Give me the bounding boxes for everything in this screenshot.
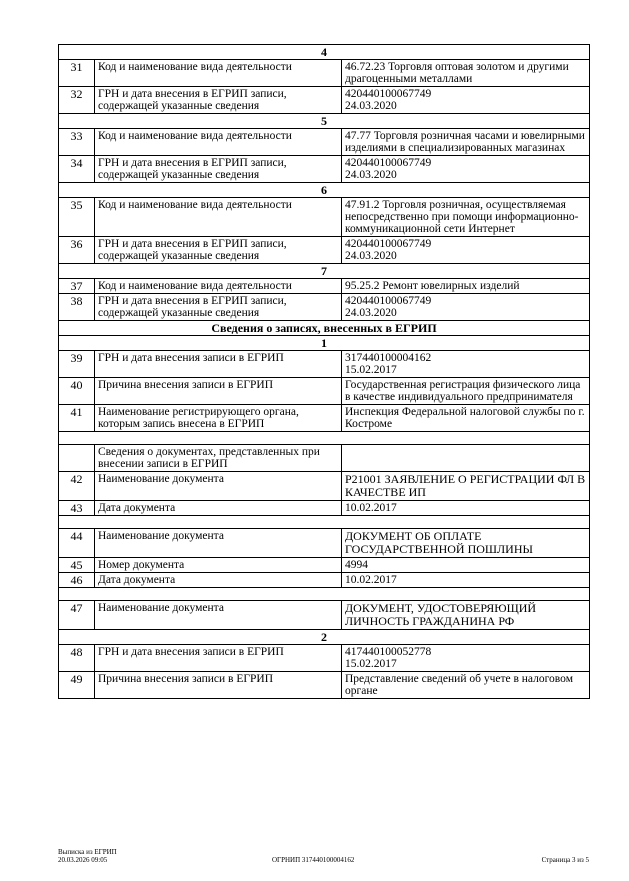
field-value: 4994 [342, 558, 590, 573]
table-row [59, 351, 590, 378]
table-row [59, 672, 590, 699]
field-label: ГРН и дата внесения в ЕГРИП записи, содержащей указанные сведения [95, 237, 342, 264]
table-body [59, 45, 590, 699]
row-number: 36 [59, 237, 95, 264]
section-header: 6 [59, 183, 590, 198]
egrip-extract-table [58, 44, 590, 699]
field-value: Р21001 ЗАЯВЛЕНИЕ О РЕГИСТРАЦИИ ФЛ В КАЧЕСТВЕ ИП [342, 472, 590, 501]
field-value: Инспекция Федеральной налоговой службы по г. Костроме [342, 405, 590, 432]
field-value: 95.25.2 Ремонт ювелирных изделий [342, 279, 590, 294]
section-header: 1 [59, 336, 590, 351]
row-number: 48 [59, 645, 95, 672]
row-number [59, 445, 95, 472]
field-label: Наименование документа [95, 529, 342, 558]
table-row [59, 601, 590, 630]
table-row [59, 529, 590, 558]
row-number: 45 [59, 558, 95, 573]
section-header-row [59, 630, 590, 645]
row-number: 38 [59, 294, 95, 321]
spacer-cell [59, 588, 590, 601]
spacer-row [59, 588, 590, 601]
table-row [59, 198, 590, 237]
field-label: Номер документа [95, 558, 342, 573]
field-value: Государственная регистрация физического лица в качестве индивидуального предпринимателя [342, 378, 590, 405]
field-value: 47.91.2 Торговля розничная, осуществляемая непосредственно при помощи информационно-коммуникационной сети Интернет [342, 198, 590, 237]
field-value: ДОКУМЕНТ, УДОСТОВЕРЯЮЩИЙ ЛИЧНОСТЬ ГРАЖДАНИНА РФ [342, 601, 590, 630]
section-header-row [59, 336, 590, 351]
footer-datetime: 20.03.2026 09:05 [58, 856, 108, 864]
table-row [59, 573, 590, 588]
footer-doc-title: Выписка из ЕГРИП [58, 848, 117, 856]
field-label: Код и наименование вида деятельности [95, 60, 342, 87]
field-label: Сведения о документах, представленных при внесении записи в ЕГРИП [95, 445, 342, 472]
row-number: 47 [59, 601, 95, 630]
row-number: 37 [59, 279, 95, 294]
field-value: Представление сведений об учете в налоговом органе [342, 672, 590, 699]
table-row [59, 645, 590, 672]
page-footer [58, 848, 589, 872]
field-value: 46.72.23 Торговля оптовая золотом и другими драгоценными металлами [342, 60, 590, 87]
field-value: 47.77 Торговля розничная часами и ювелирными изделиями в специализированных магазинах [342, 129, 590, 156]
row-number: 35 [59, 198, 95, 237]
row-number: 31 [59, 60, 95, 87]
row-number: 33 [59, 129, 95, 156]
field-label: Наименование документа [95, 601, 342, 630]
table-row [59, 405, 590, 432]
field-value: 317440100004162 15.02.2017 [342, 351, 590, 378]
footer-page-number: Страница 3 из 5 [541, 856, 589, 864]
section-header: 4 [59, 45, 590, 60]
section-header: 2 [59, 630, 590, 645]
section-header-row [59, 321, 590, 336]
field-label: Код и наименование вида деятельности [95, 198, 342, 237]
field-value: ДОКУМЕНТ ОБ ОПЛАТЕ ГОСУДАРСТВЕННОЙ ПОШЛИНЫ [342, 529, 590, 558]
field-value: 10.02.2017 [342, 573, 590, 588]
row-number: 42 [59, 472, 95, 501]
section-header: Сведения о записях, внесенных в ЕГРИП [59, 321, 590, 336]
field-value [342, 445, 590, 472]
table-row [59, 279, 590, 294]
table-row [59, 558, 590, 573]
field-label: Дата документа [95, 501, 342, 516]
field-label: Код и наименование вида деятельности [95, 129, 342, 156]
field-value: 420440100067749 24.03.2020 [342, 156, 590, 183]
footer-ogrnip: ОГРНИП 317440100004162 [272, 856, 355, 864]
row-number: 44 [59, 529, 95, 558]
section-header-row [59, 264, 590, 279]
table-row [59, 129, 590, 156]
field-label: ГРН и дата внесения в ЕГРИП записи, содержащей указанные сведения [95, 294, 342, 321]
row-number: 49 [59, 672, 95, 699]
spacer-cell [59, 516, 590, 529]
field-label: Наименование документа [95, 472, 342, 501]
field-value: 417440100052778 15.02.2017 [342, 645, 590, 672]
table-row [59, 445, 590, 472]
field-label: ГРН и дата внесения записи в ЕГРИП [95, 351, 342, 378]
field-label: ГРН и дата внесения записи в ЕГРИП [95, 645, 342, 672]
spacer-row [59, 516, 590, 529]
field-label: ГРН и дата внесения в ЕГРИП записи, содержащей указанные сведения [95, 156, 342, 183]
section-header: 5 [59, 114, 590, 129]
table-row [59, 237, 590, 264]
section-header-row [59, 45, 590, 60]
footer-left [58, 848, 117, 864]
field-value: 420440100067749 24.03.2020 [342, 237, 590, 264]
field-label: Причина внесения записи в ЕГРИП [95, 672, 342, 699]
row-number: 40 [59, 378, 95, 405]
field-value: 420440100067749 24.03.2020 [342, 87, 590, 114]
field-label: Причина внесения записи в ЕГРИП [95, 378, 342, 405]
field-label: Наименование регистрирующего органа, которым запись внесена в ЕГРИП [95, 405, 342, 432]
row-number: 32 [59, 87, 95, 114]
row-number: 41 [59, 405, 95, 432]
row-number: 43 [59, 501, 95, 516]
table-row [59, 87, 590, 114]
field-value: 420440100067749 24.03.2020 [342, 294, 590, 321]
row-number: 39 [59, 351, 95, 378]
spacer-row [59, 432, 590, 445]
section-header-row [59, 114, 590, 129]
field-label: ГРН и дата внесения в ЕГРИП записи, содержащей указанные сведения [95, 87, 342, 114]
table-row [59, 472, 590, 501]
table-row [59, 294, 590, 321]
section-header-row [59, 183, 590, 198]
field-value: 10.02.2017 [342, 501, 590, 516]
table-row [59, 156, 590, 183]
table-row [59, 378, 590, 405]
table-row [59, 60, 590, 87]
field-label: Дата документа [95, 573, 342, 588]
section-header: 7 [59, 264, 590, 279]
row-number: 34 [59, 156, 95, 183]
field-label: Код и наименование вида деятельности [95, 279, 342, 294]
row-number: 46 [59, 573, 95, 588]
spacer-cell [59, 432, 590, 445]
table-row [59, 501, 590, 516]
